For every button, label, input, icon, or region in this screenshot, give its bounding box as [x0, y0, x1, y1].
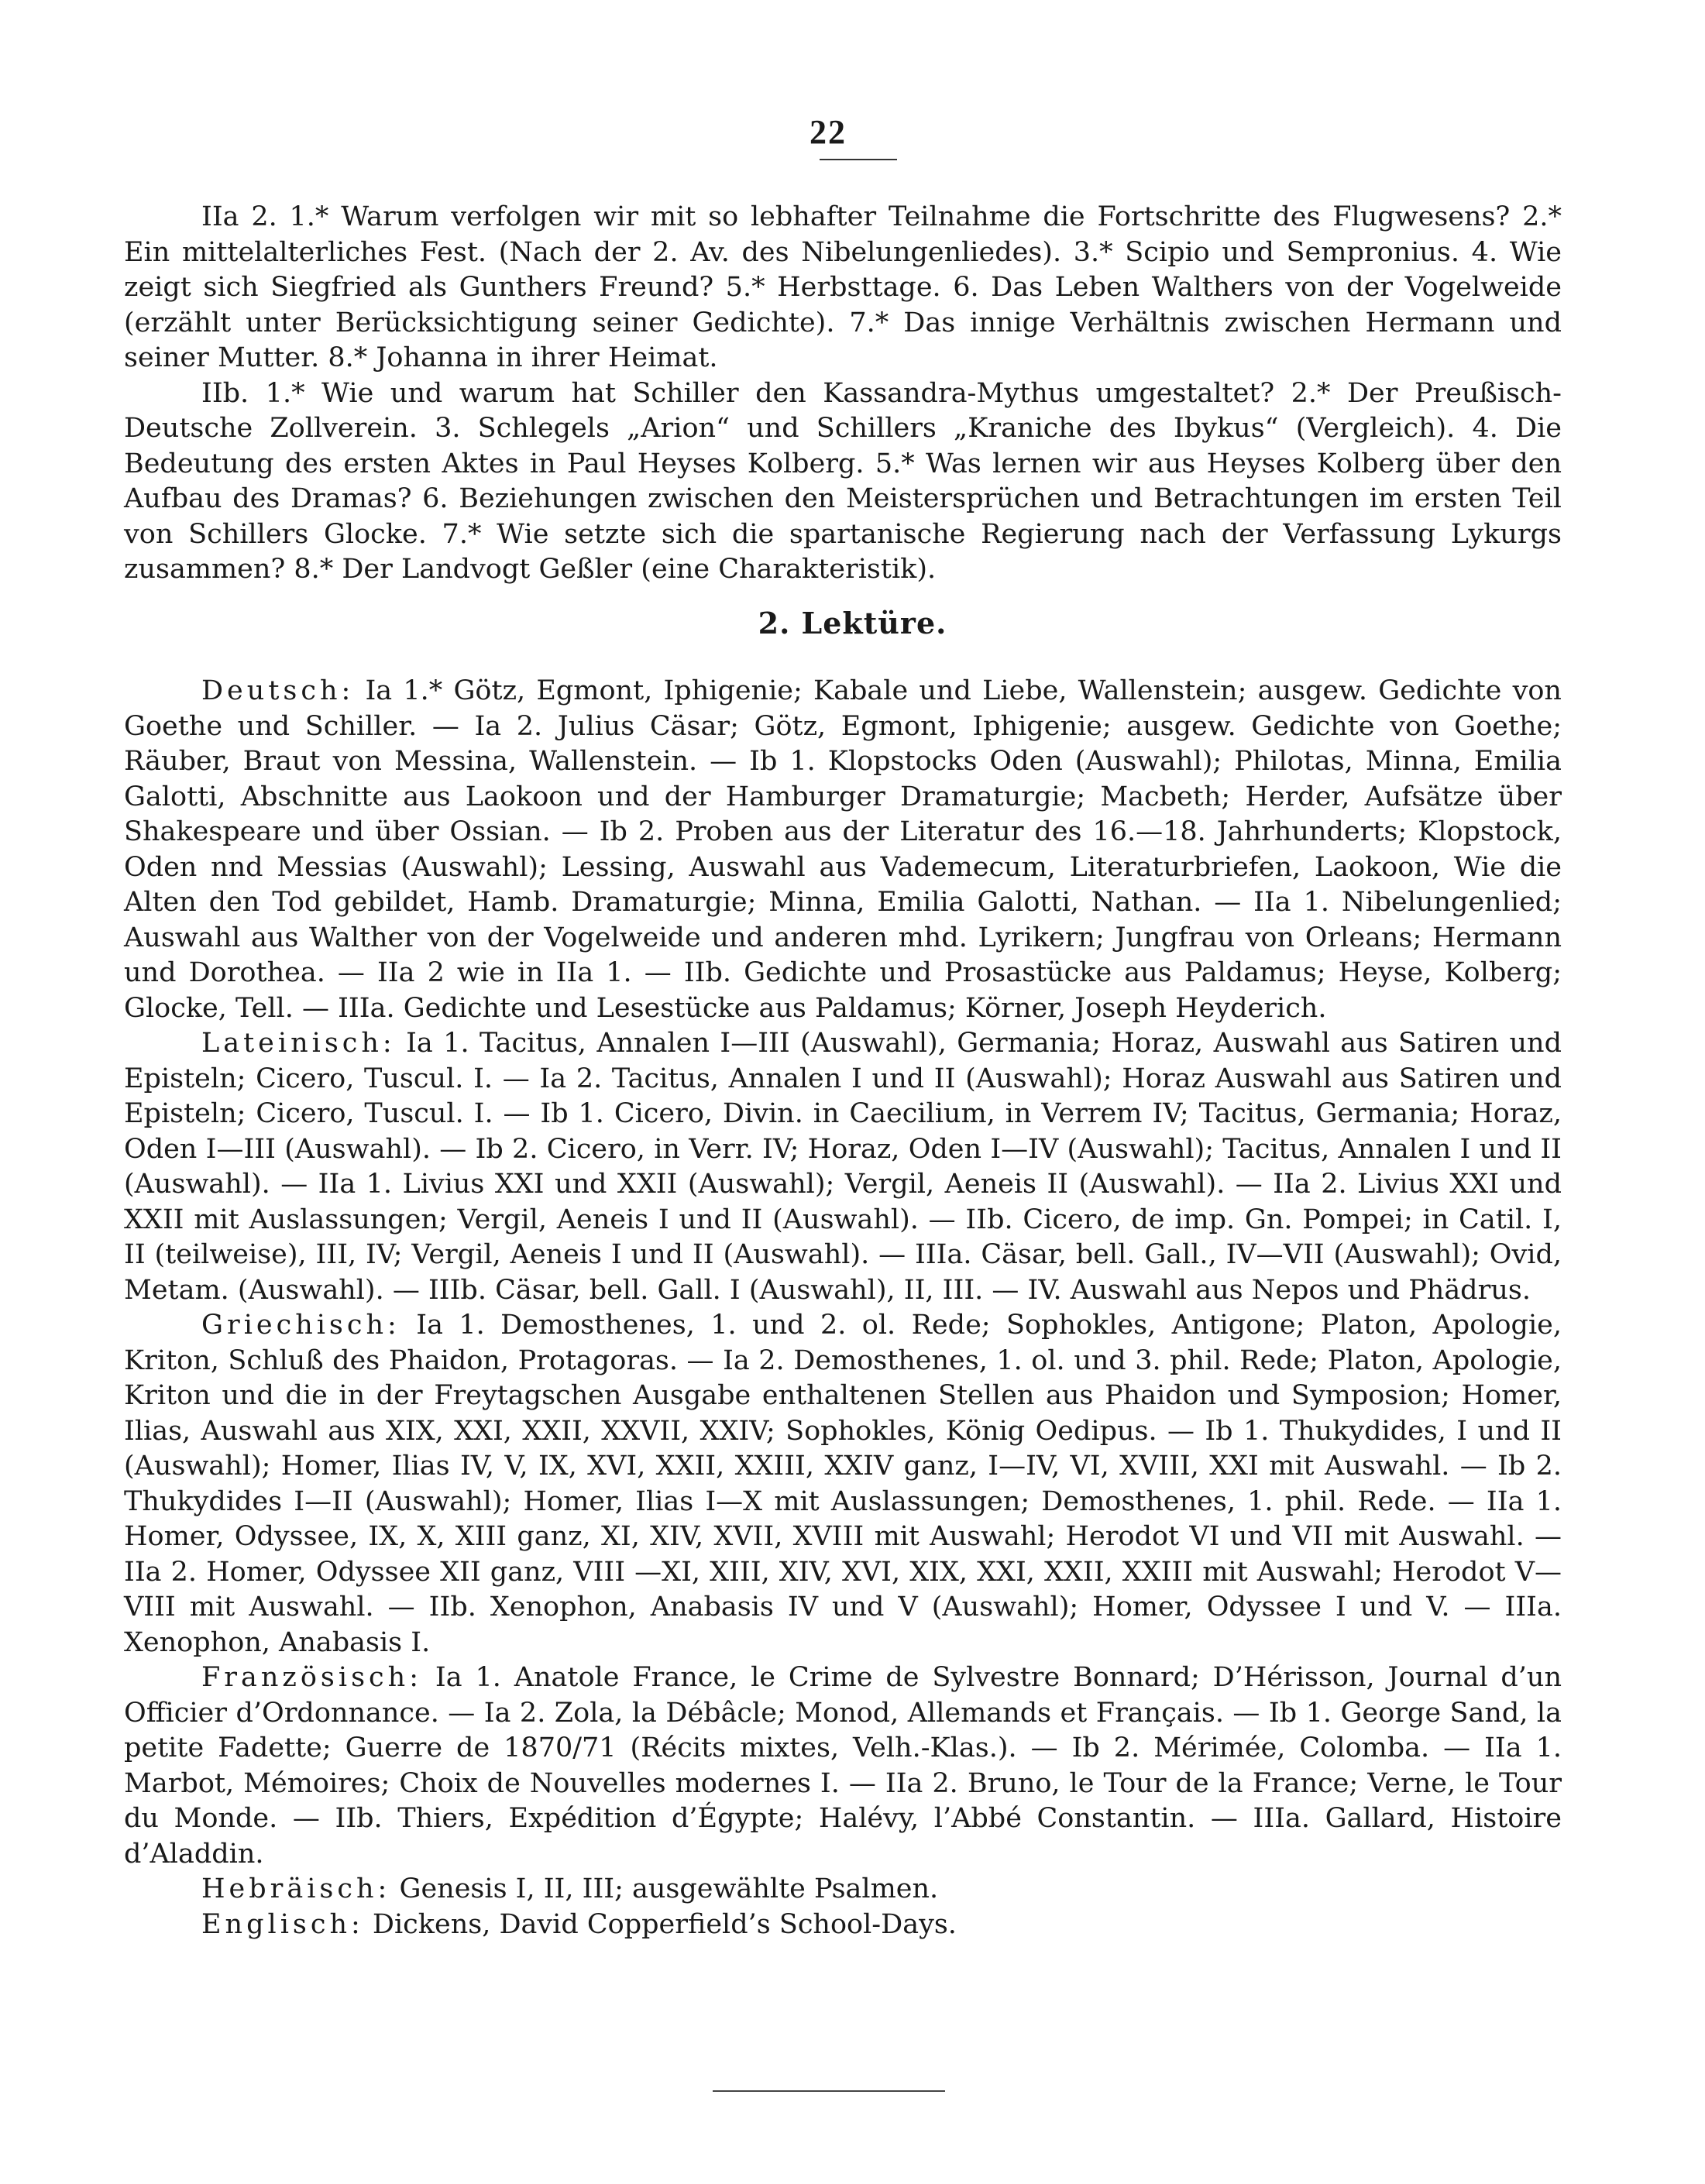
- subject-label: Hebräisch:: [201, 1873, 391, 1904]
- reading-text: Ia 1.* Götz, Egmont, Iphigenie; Kabale und Liebe, Wallenstein; ausgew. Gedichte von Goethe und Schiller. — Ia 2. Julius Cäsar; Götz, Egmont, Iphigenie; ausgew. Gedichte von Goethe; Räuber, Braut von Messina, Wallenstein. — Ib 1. Klopstocks Oden (Auswahl); Philotas, Minna, Emilia Galotti, Abschnitte aus Laokoon und der Hamburger Dramaturgie; Macbeth; Herder, Aufsätze über Shakespeare und über Ossian. — Ib 2. Proben aus der Literatur des 16.—18. Jahrhunderts; Klopstock, Oden nnd Messias (Auswahl); Lessing, Auswahl aus Vademecum, Literaturbriefen, Laokoon, Wie die Alten den Tod gebildet, Hamb. Dramaturgie; Minna, Emilia Galotti, Nathan. — IIa 1. Nibelungenlied; Auswahl aus Walther von der Vogelweide und anderen mhd. Lyrikern; Jungfrau von Orleans; Hermann und Dorothea. — IIa 2 wie in IIa 1. — IIb. Gedichte und Prosastücke aus Paldamus; Heyse, Kolberg; Glocke, Tell. — IIIa. Gedichte und Lesestücke aus Paldamus; Körner, Joseph Heyderich.: [124, 675, 1562, 1024]
- section-heading: 2. Lektüre.: [758, 606, 947, 640]
- reading-text: Dickens, David Copperfield’s School-Days.: [372, 1908, 957, 1940]
- essay-topics: [124, 200, 1562, 588]
- class-label: IIb.: [201, 377, 249, 409]
- page-number: 22: [810, 113, 847, 151]
- footer-rule: [713, 2090, 945, 2092]
- reading-paragraph: [124, 1660, 1562, 1872]
- reading-text: Genesis I, II, III; ausgewählte Psalmen.: [399, 1873, 939, 1904]
- header-rule: [820, 159, 897, 160]
- subject-label: Englisch:: [201, 1908, 364, 1940]
- topics-text: 1.* Warum verfolgen wir mit so lebhafter Teilnahme die Fortschritte des Flugwesens? 2.* Ein mittelalterliches Fest. (Nach der 2. Av. des Nibelungenliedes). 3.* Scipio und Sempronius. 4. Wie zeigt sich Siegfried als Gunthers Freund? 5.* Herbsttage. 6. Das Leben Walthers von der Vogelweide (erzählt unter Berücksichtigung seiner Gedichte). 7.* Das innige Verhältnis zwischen Hermann und seiner Mutter. 8.* Johanna in ihrer Heimat.: [124, 201, 1562, 373]
- reading-text: Ia 1. Tacitus, Annalen I—III (Auswahl), Germania; Horaz, Auswahl aus Satiren und Episteln; Cicero, Tuscul. I. — Ia 2. Tacitus, Annalen I und II (Auswahl); Horaz Auswahl aus Satiren und Episteln; Cicero, Tuscul. I. — Ib 1. Cicero, Divin. in Caecilium, in Verrem IV; Tacitus, Germania; Horaz, Oden I—III (Auswahl). — Ib 2. Cicero, in Verr. IV; Horaz, Oden I—IV (Auswahl); Tacitus, Annalen I und II (Auswahl). — IIa 1. Livius XXI und XXII (Auswahl); Vergil, Aeneis II (Auswahl). — IIa 2. Livius XXI und XXII mit Auslassungen; Vergil, Aeneis I und II (Auswahl). — IIb. Cicero, de imp. Gn. Pompei; in Catil. I, II (teilweise), III, IV; Vergil, Aeneis I und II (Auswahl). — IIIa. Cäsar, bell. Gall., IV—VII (Auswahl); Ovid, Metam. (Auswahl). — IIIb. Cäsar, bell. Gall. I (Auswahl), II, III. — IV. Auswahl aus Nepos und Phädrus.: [124, 1028, 1562, 1306]
- subject-label: Deutsch:: [201, 675, 355, 706]
- reading-paragraph: [124, 1872, 1562, 1908]
- topics-paragraph: [124, 376, 1562, 588]
- subject-label: Französisch:: [201, 1662, 422, 1693]
- subject-label: Lateinisch:: [201, 1028, 396, 1059]
- reading-list: [124, 674, 1562, 1942]
- topics-paragraph: [124, 200, 1562, 376]
- reading-text: Ia 1. Anatole France, le Crime de Sylvestre Bonnard; D’Hérisson, Journal d’un Officier d’Ordonnance. — Ia 2. Zola, la Débâcle; Monod, Allemands et Français. — Ib 1. George Sand, la petite Fadette; Guerre de 1870/71 (Récits mixtes, Velh.-Klas.). — Ib 2. Mérimée, Colomba. — IIa 1. Marbot, Mémoires; Choix de Nouvelles modernes I. — IIa 2. Bruno, le Tour de la France; Verne, le Tour du Monde. — IIb. Thiers, Expédition d’Égypte; Halévy, l’Abbé Constantin. — IIIa. Gallard, Histoire d’Aladdin.: [124, 1662, 1562, 1870]
- reading-paragraph: [124, 1026, 1562, 1308]
- reading-text: Ia 1. Demosthenes, 1. und 2. ol. Rede; Sophokles, Antigone; Platon, Apologie, Kriton, Schluß des Phaidon, Protagoras. — Ia 2. Demosthenes, 1. ol. und 3. phil. Rede; Platon, Apologie, Kriton und die in der Freytagschen Ausgabe enthaltenen Stellen aus Phaidon und Symposion; Homer, Ilias, Auswahl aus XIX, XXI, XXII, XXVII, XXIV; Sophokles, König Oedipus. — Ib 1. Thukydides, I und II (Auswahl); Homer, Ilias IV, V, IX, XVI, XXII, XXIII, XXIV ganz, I—IV, VI, XVIII, XXI mit Auswahl. — Ib 2. Thukydides I—II (Auswahl); Homer, Ilias I—X mit Auslassungen; Demosthenes, 1. phil. Rede. — IIa 1. Homer, Odyssee, IX, X, XIII ganz, XI, XIV, XVII, XVIII mit Auswahl; Herodot VI und VII mit Auswahl. — IIa 2. Homer, Odyssee XII ganz, VIII —XI, XIII, XIV, XVI, XIX, XXI, XXII, XXIII mit Auswahl; Herodot V—VIII mit Auswahl. — IIb. Xenophon, Anabasis IV und V (Auswahl); Homer, Odyssee I und V. — IIIa. Xenophon, Anabasis I.: [124, 1310, 1562, 1658]
- reading-paragraph: [124, 1908, 1562, 1943]
- class-label: IIa 2.: [201, 201, 277, 232]
- reading-paragraph: [124, 674, 1562, 1026]
- topics-text: 1.* Wie und warum hat Schiller den Kassandra-Mythus umgestaltet? 2.* Der Preußisch-Deutsche Zollverein. 3. Schlegels „Arion“ und Schillers „Kraniche des Ibykus“ (Vergleich). 4. Die Bedeutung des ersten Aktes in Paul Heyses Kolberg. 5.* Was lernen wir aus Heyses Kolberg über den Aufbau des Dramas? 6. Beziehungen zwischen den Meistersprüchen und Betrachtungen im ersten Teil von Schillers Glocke. 7.* Wie setzte sich die spartanische Regierung nach der Verfassung Lykurgs zusammen? 8.* Der Landvogt Geßler (eine Charakteristik).: [124, 377, 1562, 585]
- reading-paragraph: [124, 1308, 1562, 1660]
- subject-label: Griechisch:: [201, 1310, 400, 1341]
